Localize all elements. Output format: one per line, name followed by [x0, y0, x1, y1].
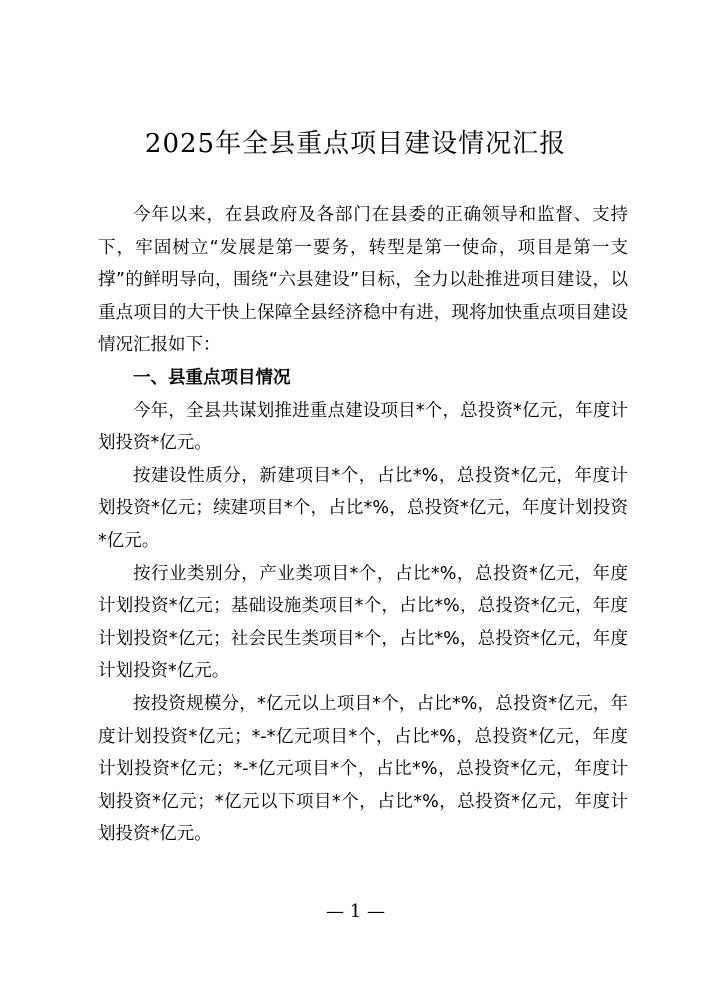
- document-title: 2025年全县重点项目建设情况汇报: [144, 129, 567, 159]
- paragraph-overview: 今年，全县共谋划推进重点建设项目*个，总投资*亿元，年度计划投资*亿元。: [98, 400, 628, 454]
- section-heading: 一、县重点项目情况: [133, 367, 291, 388]
- paragraph-by-construction-type: 按建设性质分，新建项目*个，占比*%，总投资*亿元，年度计划投资*亿元；续建项目*个，占比*%，总投资*亿元，年度计划投资*亿元。: [98, 465, 628, 551]
- intro-paragraph: 今年以来，在县政府及各部门在县委的正确领导和监督、支持下，牢固树立“发展是第一要务，转型是第一使命，项目是第一支撑”的鲜明导向，围绕“六县建设”目标，全力以赴推进项目建设，以重点项目的大干快上保障全县经济稳中有进，现将加快重点项目建设情况汇报如下：: [98, 205, 628, 356]
- document-body: [98, 199, 628, 851]
- page-number: — 1 —: [326, 901, 385, 922]
- paragraph-by-investment-scale: 按投资规模分，*亿元以上项目*个，占比*%，总投资*亿元，年度计划投资*亿元；*-*亿元项目*个，占比*%，总投资*亿元，年度计划投资*亿元；*-*亿元项目*个，占比*%，总投资*亿元，年度计划投资*亿元；*亿元以下项目*个，占比*%，总投资*亿元，年度计划投资*亿元。: [98, 693, 628, 845]
- paragraph-by-industry: 按行业类别分，产业类项目*个，占比*%，总投资*亿元，年度计划投资*亿元；基础设施类项目*个，占比*%，总投资*亿元，年度计划投资*亿元；社会民生类项目*个，占比*%，总投资*亿元，年度计划投资*亿元。: [98, 563, 628, 682]
